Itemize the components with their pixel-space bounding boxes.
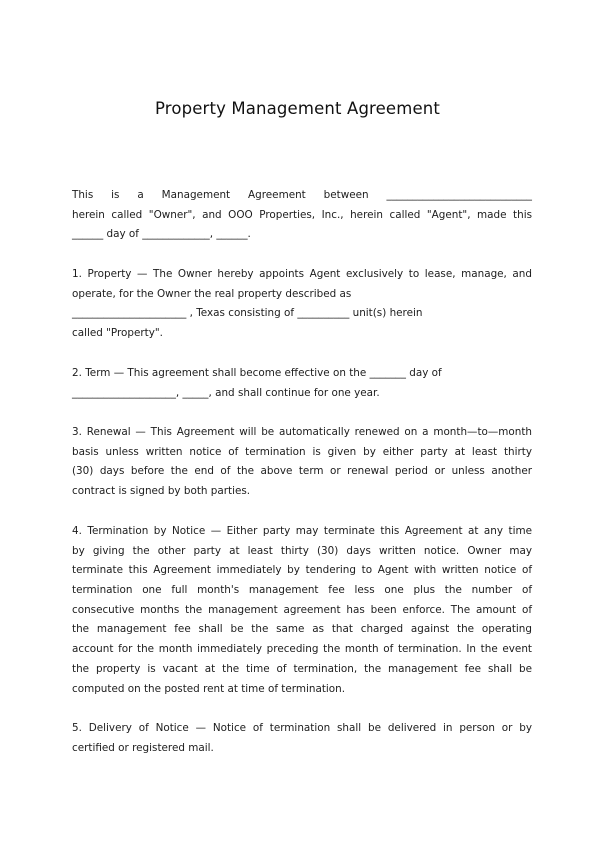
section-3-renewal <box>72 423 532 502</box>
paragraph-line: termination one full month's management fee less one plus the number of <box>72 584 532 597</box>
intro-paragraph <box>72 186 532 245</box>
paragraph-line: ______ day of _____________, ______. <box>72 228 251 241</box>
paragraph-line: 1. Property — The Owner hereby appoints Agent exclusively to lease, manage, and <box>72 268 532 280</box>
paragraph-line: ____________________, _____, and shall continue for one year. <box>72 386 380 399</box>
paragraph-line: herein called "Owner", and OOO Properties, Inc., herein called "Agent", made this <box>72 208 532 221</box>
paragraph-line: consecutive months the management agreement has been enforce. The amount of <box>72 603 532 616</box>
paragraph-line: contract is signed by both parties. <box>72 485 251 498</box>
section-4-termination <box>72 522 532 699</box>
paragraph-line: This is a Management Agreement between ____________________________ <box>72 189 532 201</box>
paragraph-line: certified or registered mail. <box>72 741 214 754</box>
section-1-property <box>72 265 532 344</box>
paragraph-line: the property is vacant at the time of termination, the management fee shall be <box>72 662 532 675</box>
document-title: Property Management Agreement <box>155 99 440 118</box>
paragraph-line: terminate this Agreement immediately by tendering to Agent with written notice of <box>72 564 532 577</box>
paragraph-line: by giving the other party at least thirty (30) days written notice. Owner may <box>72 544 532 557</box>
section-5-delivery-of-notice <box>72 719 532 758</box>
paragraph-line: computed on the posted rent at time of termination. <box>72 682 346 695</box>
paragraph-line: the management fee shall be the same as that charged against the operating <box>72 623 532 636</box>
paragraph-line: ______________________ , Texas consisting of __________ unit(s) herein <box>72 307 423 320</box>
paragraph-line: 2. Term — This agreement shall become effective on the _______ day of <box>72 367 442 379</box>
paragraph-line: account for the month immediately preceding the month of termination. In the event <box>72 643 532 656</box>
paragraph-line: 5. Delivery of Notice — Notice of termination shall be delivered in person or by <box>72 722 532 734</box>
paragraph-line: 4. Termination by Notice — Either party may terminate this Agreement at any time <box>72 525 532 537</box>
paragraph-line: basis unless written notice of termination is given by either party at least thirty <box>72 445 532 458</box>
paragraph-line: called "Property". <box>72 327 163 340</box>
paragraph-line: operate, for the Owner the real property described as <box>72 287 352 300</box>
section-2-term <box>72 364 532 403</box>
paragraph-line: (30) days before the end of the above term or renewal period or unless another <box>72 465 532 478</box>
paragraph-line: 3. Renewal — This Agreement will be automatically renewed on a month—to—month <box>72 426 532 438</box>
